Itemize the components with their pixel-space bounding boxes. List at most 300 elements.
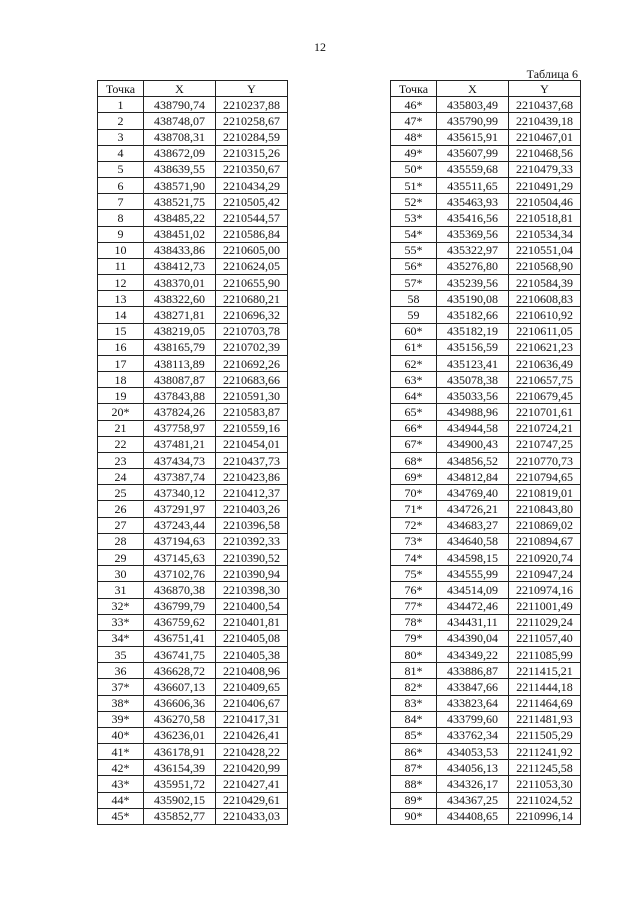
cell-y: 2210403,26 — [216, 501, 288, 517]
cell-x: 434944,58 — [437, 420, 509, 436]
table-row — [391, 258, 581, 274]
cell-y: 2210417,31 — [216, 711, 288, 727]
cell-x: 438748,07 — [144, 113, 216, 129]
cell-x: 438433,86 — [144, 242, 216, 258]
cell-x: 434472,46 — [437, 598, 509, 614]
table-row — [391, 307, 581, 323]
cell-y: 2210392,33 — [216, 533, 288, 549]
table-row — [391, 549, 581, 565]
table-row — [391, 808, 581, 824]
cell-point: 85* — [391, 727, 437, 743]
cell-y: 2210624,05 — [216, 258, 288, 274]
table-row — [98, 404, 288, 420]
cell-x: 437387,74 — [144, 469, 216, 485]
cell-x: 433823,64 — [437, 695, 509, 711]
cell-x: 435416,56 — [437, 210, 509, 226]
cell-point: 86* — [391, 744, 437, 760]
cell-point: 28 — [98, 533, 144, 549]
cell-point: 57* — [391, 275, 437, 291]
cell-y: 2211481,93 — [509, 711, 581, 727]
cell-y: 2210696,32 — [216, 307, 288, 323]
cell-y: 2210390,52 — [216, 549, 288, 565]
cell-y: 2210401,81 — [216, 614, 288, 630]
cell-y: 2210544,57 — [216, 210, 288, 226]
cell-point: 13 — [98, 291, 144, 307]
cell-point: 14 — [98, 307, 144, 323]
cell-x: 436270,58 — [144, 711, 216, 727]
cell-point: 38* — [98, 695, 144, 711]
cell-x: 435182,19 — [437, 323, 509, 339]
cell-x: 435276,80 — [437, 258, 509, 274]
cell-x: 437434,73 — [144, 452, 216, 468]
cell-y: 2210405,38 — [216, 647, 288, 663]
table-row — [98, 727, 288, 743]
cell-x: 434056,13 — [437, 760, 509, 776]
table-row — [391, 210, 581, 226]
table-row — [391, 566, 581, 582]
table-row — [391, 372, 581, 388]
cell-y: 2210258,67 — [216, 113, 288, 129]
table-row — [391, 323, 581, 339]
table-row — [391, 178, 581, 194]
table-body-right — [391, 97, 581, 825]
cell-y: 2210468,56 — [509, 145, 581, 161]
cell-y: 2211085,99 — [509, 647, 581, 663]
cell-point: 43* — [98, 776, 144, 792]
cell-point: 5 — [98, 161, 144, 177]
cell-x: 436741,75 — [144, 647, 216, 663]
cell-x: 438708,31 — [144, 129, 216, 145]
header-y: Y — [509, 81, 581, 97]
table-row — [98, 194, 288, 210]
table-row — [391, 113, 581, 129]
cell-y: 2210409,65 — [216, 679, 288, 695]
table-row — [98, 663, 288, 679]
cell-x: 434053,53 — [437, 744, 509, 760]
table-row — [391, 647, 581, 663]
cell-x: 438370,01 — [144, 275, 216, 291]
cell-x: 434598,15 — [437, 549, 509, 565]
cell-point: 11 — [98, 258, 144, 274]
table-row — [98, 129, 288, 145]
cell-point: 52* — [391, 194, 437, 210]
cell-x: 435803,49 — [437, 97, 509, 113]
cell-x: 438219,05 — [144, 323, 216, 339]
table-row — [391, 776, 581, 792]
cell-point: 59 — [391, 307, 437, 323]
cell-point: 3 — [98, 129, 144, 145]
cell-x: 437102,76 — [144, 566, 216, 582]
cell-y: 2210605,00 — [216, 242, 288, 258]
cell-x: 436799,79 — [144, 598, 216, 614]
cell-x: 435559,68 — [437, 161, 509, 177]
coordinates-table-right — [390, 80, 581, 825]
cell-x: 436870,38 — [144, 582, 216, 598]
table-row — [98, 436, 288, 452]
cell-y: 2210584,39 — [509, 275, 581, 291]
cell-x: 435190,08 — [437, 291, 509, 307]
cell-point: 26 — [98, 501, 144, 517]
cell-y: 2210396,58 — [216, 517, 288, 533]
cell-point: 78* — [391, 614, 437, 630]
cell-point: 83* — [391, 695, 437, 711]
cell-point: 56* — [391, 258, 437, 274]
cell-point: 37* — [98, 679, 144, 695]
cell-x: 435615,91 — [437, 129, 509, 145]
header-x: X — [437, 81, 509, 97]
cell-x: 437824,26 — [144, 404, 216, 420]
cell-point: 53* — [391, 210, 437, 226]
cell-point: 65* — [391, 404, 437, 420]
cell-point: 31 — [98, 582, 144, 598]
header-x: X — [144, 81, 216, 97]
cell-x: 436154,39 — [144, 760, 216, 776]
table-row — [391, 97, 581, 113]
cell-x: 434390,04 — [437, 630, 509, 646]
cell-x: 437843,88 — [144, 388, 216, 404]
cell-x: 434514,09 — [437, 582, 509, 598]
cell-point: 15 — [98, 323, 144, 339]
cell-x: 438165,79 — [144, 339, 216, 355]
cell-y: 2210429,61 — [216, 792, 288, 808]
cell-y: 2210491,29 — [509, 178, 581, 194]
table-row — [98, 291, 288, 307]
table-row — [98, 679, 288, 695]
cell-point: 33* — [98, 614, 144, 630]
cell-y: 2210610,92 — [509, 307, 581, 323]
cell-y: 2210237,88 — [216, 97, 288, 113]
cell-point: 80* — [391, 647, 437, 663]
cell-y: 2210427,41 — [216, 776, 288, 792]
cell-x: 434555,99 — [437, 566, 509, 582]
cell-x: 434900,43 — [437, 436, 509, 452]
cell-y: 2210794,65 — [509, 469, 581, 485]
table-row — [391, 161, 581, 177]
cell-y: 2210947,24 — [509, 566, 581, 582]
cell-y: 2210408,96 — [216, 663, 288, 679]
cell-point: 66* — [391, 420, 437, 436]
cell-x: 435123,41 — [437, 355, 509, 371]
cell-point: 77* — [391, 598, 437, 614]
table-row — [98, 647, 288, 663]
table-row — [98, 258, 288, 274]
cell-y: 2210869,02 — [509, 517, 581, 533]
cell-point: 36 — [98, 663, 144, 679]
cell-x: 434726,21 — [437, 501, 509, 517]
table-row — [98, 533, 288, 549]
cell-x: 434640,58 — [437, 533, 509, 549]
cell-y: 2210608,83 — [509, 291, 581, 307]
table-row — [391, 598, 581, 614]
cell-x: 434812,84 — [437, 469, 509, 485]
cell-point: 12 — [98, 275, 144, 291]
table-row — [391, 291, 581, 307]
cell-y: 2210398,30 — [216, 582, 288, 598]
cell-point: 29 — [98, 549, 144, 565]
cell-y: 2210702,39 — [216, 339, 288, 355]
cell-point: 72* — [391, 517, 437, 533]
cell-y: 2210679,45 — [509, 388, 581, 404]
cell-point: 4 — [98, 145, 144, 161]
cell-x: 435511,65 — [437, 178, 509, 194]
cell-x: 435607,99 — [437, 145, 509, 161]
cell-y: 2210420,99 — [216, 760, 288, 776]
cell-point: 67* — [391, 436, 437, 452]
cell-y: 2210692,26 — [216, 355, 288, 371]
cell-x: 435156,59 — [437, 339, 509, 355]
cell-y: 2211001,49 — [509, 598, 581, 614]
cell-y: 2210568,90 — [509, 258, 581, 274]
cell-y: 2210400,54 — [216, 598, 288, 614]
table-row — [98, 614, 288, 630]
table-row — [98, 275, 288, 291]
cell-x: 435852,77 — [144, 808, 216, 824]
cell-point: 41* — [98, 744, 144, 760]
cell-y: 2210479,33 — [509, 161, 581, 177]
cell-y: 2210724,21 — [509, 420, 581, 436]
cell-y: 2210504,46 — [509, 194, 581, 210]
cell-point: 60* — [391, 323, 437, 339]
cell-x: 438412,73 — [144, 258, 216, 274]
table-row — [98, 242, 288, 258]
cell-point: 48* — [391, 129, 437, 145]
cell-y: 2210551,04 — [509, 242, 581, 258]
cell-y: 2210433,03 — [216, 808, 288, 824]
table-row — [391, 630, 581, 646]
cell-point: 30 — [98, 566, 144, 582]
table-row — [391, 452, 581, 468]
cell-x: 438639,55 — [144, 161, 216, 177]
table-row — [391, 339, 581, 355]
coordinates-table-left — [97, 80, 288, 825]
table-row — [391, 469, 581, 485]
table-row — [391, 226, 581, 242]
table-row — [98, 97, 288, 113]
cell-point: 44* — [98, 792, 144, 808]
cell-point: 54* — [391, 226, 437, 242]
cell-y: 2210974,16 — [509, 582, 581, 598]
cell-point: 55* — [391, 242, 437, 258]
cell-x: 435182,66 — [437, 307, 509, 323]
table-row — [98, 485, 288, 501]
table-row — [391, 275, 581, 291]
cell-y: 2210412,37 — [216, 485, 288, 501]
cell-x: 436236,01 — [144, 727, 216, 743]
cell-x: 436628,72 — [144, 663, 216, 679]
cell-point: 49* — [391, 145, 437, 161]
cell-point: 7 — [98, 194, 144, 210]
table-row — [391, 744, 581, 760]
table-row — [391, 194, 581, 210]
cell-y: 2210439,18 — [509, 113, 581, 129]
cell-point: 63* — [391, 372, 437, 388]
cell-point: 75* — [391, 566, 437, 582]
cell-x: 436607,13 — [144, 679, 216, 695]
cell-y: 2210747,25 — [509, 436, 581, 452]
cell-point: 10 — [98, 242, 144, 258]
table-row — [98, 566, 288, 582]
cell-point: 6 — [98, 178, 144, 194]
table-row — [391, 404, 581, 420]
table-header-row — [98, 81, 288, 97]
cell-y: 2210426,41 — [216, 727, 288, 743]
cell-y: 2210701,61 — [509, 404, 581, 420]
table-row — [98, 323, 288, 339]
cell-point: 42* — [98, 760, 144, 776]
cell-y: 2210467,01 — [509, 129, 581, 145]
cell-x: 434431,11 — [437, 614, 509, 630]
cell-point: 70* — [391, 485, 437, 501]
table-row — [98, 776, 288, 792]
cell-y: 2210843,80 — [509, 501, 581, 517]
cell-x: 437340,12 — [144, 485, 216, 501]
cell-y: 2210680,21 — [216, 291, 288, 307]
table-row — [98, 226, 288, 242]
cell-point: 68* — [391, 452, 437, 468]
cell-point: 19 — [98, 388, 144, 404]
cell-point: 73* — [391, 533, 437, 549]
cell-x: 437145,63 — [144, 549, 216, 565]
cell-x: 434326,17 — [437, 776, 509, 792]
cell-point: 8 — [98, 210, 144, 226]
cell-point: 62* — [391, 355, 437, 371]
cell-y: 2210428,22 — [216, 744, 288, 760]
cell-point: 34* — [98, 630, 144, 646]
cell-y: 2211245,58 — [509, 760, 581, 776]
table-row — [98, 355, 288, 371]
cell-point: 76* — [391, 582, 437, 598]
cell-point: 51* — [391, 178, 437, 194]
cell-x: 438790,74 — [144, 97, 216, 113]
cell-point: 20* — [98, 404, 144, 420]
table-row — [98, 161, 288, 177]
cell-point: 88* — [391, 776, 437, 792]
table-row — [98, 388, 288, 404]
cell-point: 89* — [391, 792, 437, 808]
cell-y: 2211241,92 — [509, 744, 581, 760]
cell-x: 435463,93 — [437, 194, 509, 210]
cell-point: 17 — [98, 355, 144, 371]
cell-y: 2210703,78 — [216, 323, 288, 339]
table-row — [391, 711, 581, 727]
cell-x: 438271,81 — [144, 307, 216, 323]
cell-x: 433847,66 — [437, 679, 509, 695]
table-row — [98, 113, 288, 129]
table-row — [98, 420, 288, 436]
table-row — [98, 452, 288, 468]
cell-point: 40* — [98, 727, 144, 743]
cell-point: 61* — [391, 339, 437, 355]
cell-point: 46* — [391, 97, 437, 113]
cell-point: 84* — [391, 711, 437, 727]
cell-x: 438672,09 — [144, 145, 216, 161]
table-row — [98, 178, 288, 194]
cell-x: 435239,56 — [437, 275, 509, 291]
cell-y: 2210583,87 — [216, 404, 288, 420]
table-row — [391, 501, 581, 517]
cell-x: 436759,62 — [144, 614, 216, 630]
cell-x: 434988,96 — [437, 404, 509, 420]
table-row — [98, 792, 288, 808]
cell-y: 2210405,08 — [216, 630, 288, 646]
table-row — [391, 242, 581, 258]
table-row — [391, 420, 581, 436]
cell-y: 2210505,42 — [216, 194, 288, 210]
table-row — [391, 145, 581, 161]
cell-y: 2210586,84 — [216, 226, 288, 242]
page-number: 12 — [314, 40, 326, 54]
cell-y: 2211029,24 — [509, 614, 581, 630]
cell-y: 2210423,86 — [216, 469, 288, 485]
cell-y: 2210996,14 — [509, 808, 581, 824]
cell-x: 438322,60 — [144, 291, 216, 307]
cell-y: 2211444,18 — [509, 679, 581, 695]
table-row — [391, 695, 581, 711]
cell-x: 435369,56 — [437, 226, 509, 242]
cell-point: 47* — [391, 113, 437, 129]
cell-x: 438521,75 — [144, 194, 216, 210]
cell-point: 32* — [98, 598, 144, 614]
cell-x: 438113,89 — [144, 355, 216, 371]
cell-y: 2210284,59 — [216, 129, 288, 145]
cell-point: 87* — [391, 760, 437, 776]
cell-point: 79* — [391, 630, 437, 646]
table-row — [391, 582, 581, 598]
table-row — [391, 517, 581, 533]
table-row — [98, 549, 288, 565]
cell-x: 435078,38 — [437, 372, 509, 388]
cell-y: 2210621,23 — [509, 339, 581, 355]
cell-y: 2210454,01 — [216, 436, 288, 452]
cell-x: 438571,90 — [144, 178, 216, 194]
cell-x: 438451,02 — [144, 226, 216, 242]
table-row — [98, 711, 288, 727]
header-point: Точка — [391, 81, 437, 97]
table-body-left — [98, 97, 288, 825]
cell-y: 2211415,21 — [509, 663, 581, 679]
cell-x: 438087,87 — [144, 372, 216, 388]
cell-point: 9 — [98, 226, 144, 242]
cell-x: 437481,21 — [144, 436, 216, 452]
cell-point: 71* — [391, 501, 437, 517]
cell-x: 435902,15 — [144, 792, 216, 808]
table-row — [98, 598, 288, 614]
cell-point: 50* — [391, 161, 437, 177]
table-row — [98, 744, 288, 760]
cell-y: 2210611,05 — [509, 323, 581, 339]
table-row — [98, 630, 288, 646]
cell-x: 436606,36 — [144, 695, 216, 711]
table-row — [391, 533, 581, 549]
table-row — [391, 355, 581, 371]
table-row — [98, 501, 288, 517]
cell-y: 2210390,94 — [216, 566, 288, 582]
table-row — [98, 145, 288, 161]
table-row — [98, 210, 288, 226]
cell-x: 435033,56 — [437, 388, 509, 404]
cell-point: 18 — [98, 372, 144, 388]
cell-point: 58 — [391, 291, 437, 307]
table-row — [391, 760, 581, 776]
table-row — [391, 436, 581, 452]
cell-y: 2210636,49 — [509, 355, 581, 371]
cell-point: 39* — [98, 711, 144, 727]
table-caption: Таблица 6 — [526, 67, 578, 81]
cell-y: 2210683,66 — [216, 372, 288, 388]
header-y: Y — [216, 81, 288, 97]
cell-x: 437243,44 — [144, 517, 216, 533]
cell-y: 2210920,74 — [509, 549, 581, 565]
